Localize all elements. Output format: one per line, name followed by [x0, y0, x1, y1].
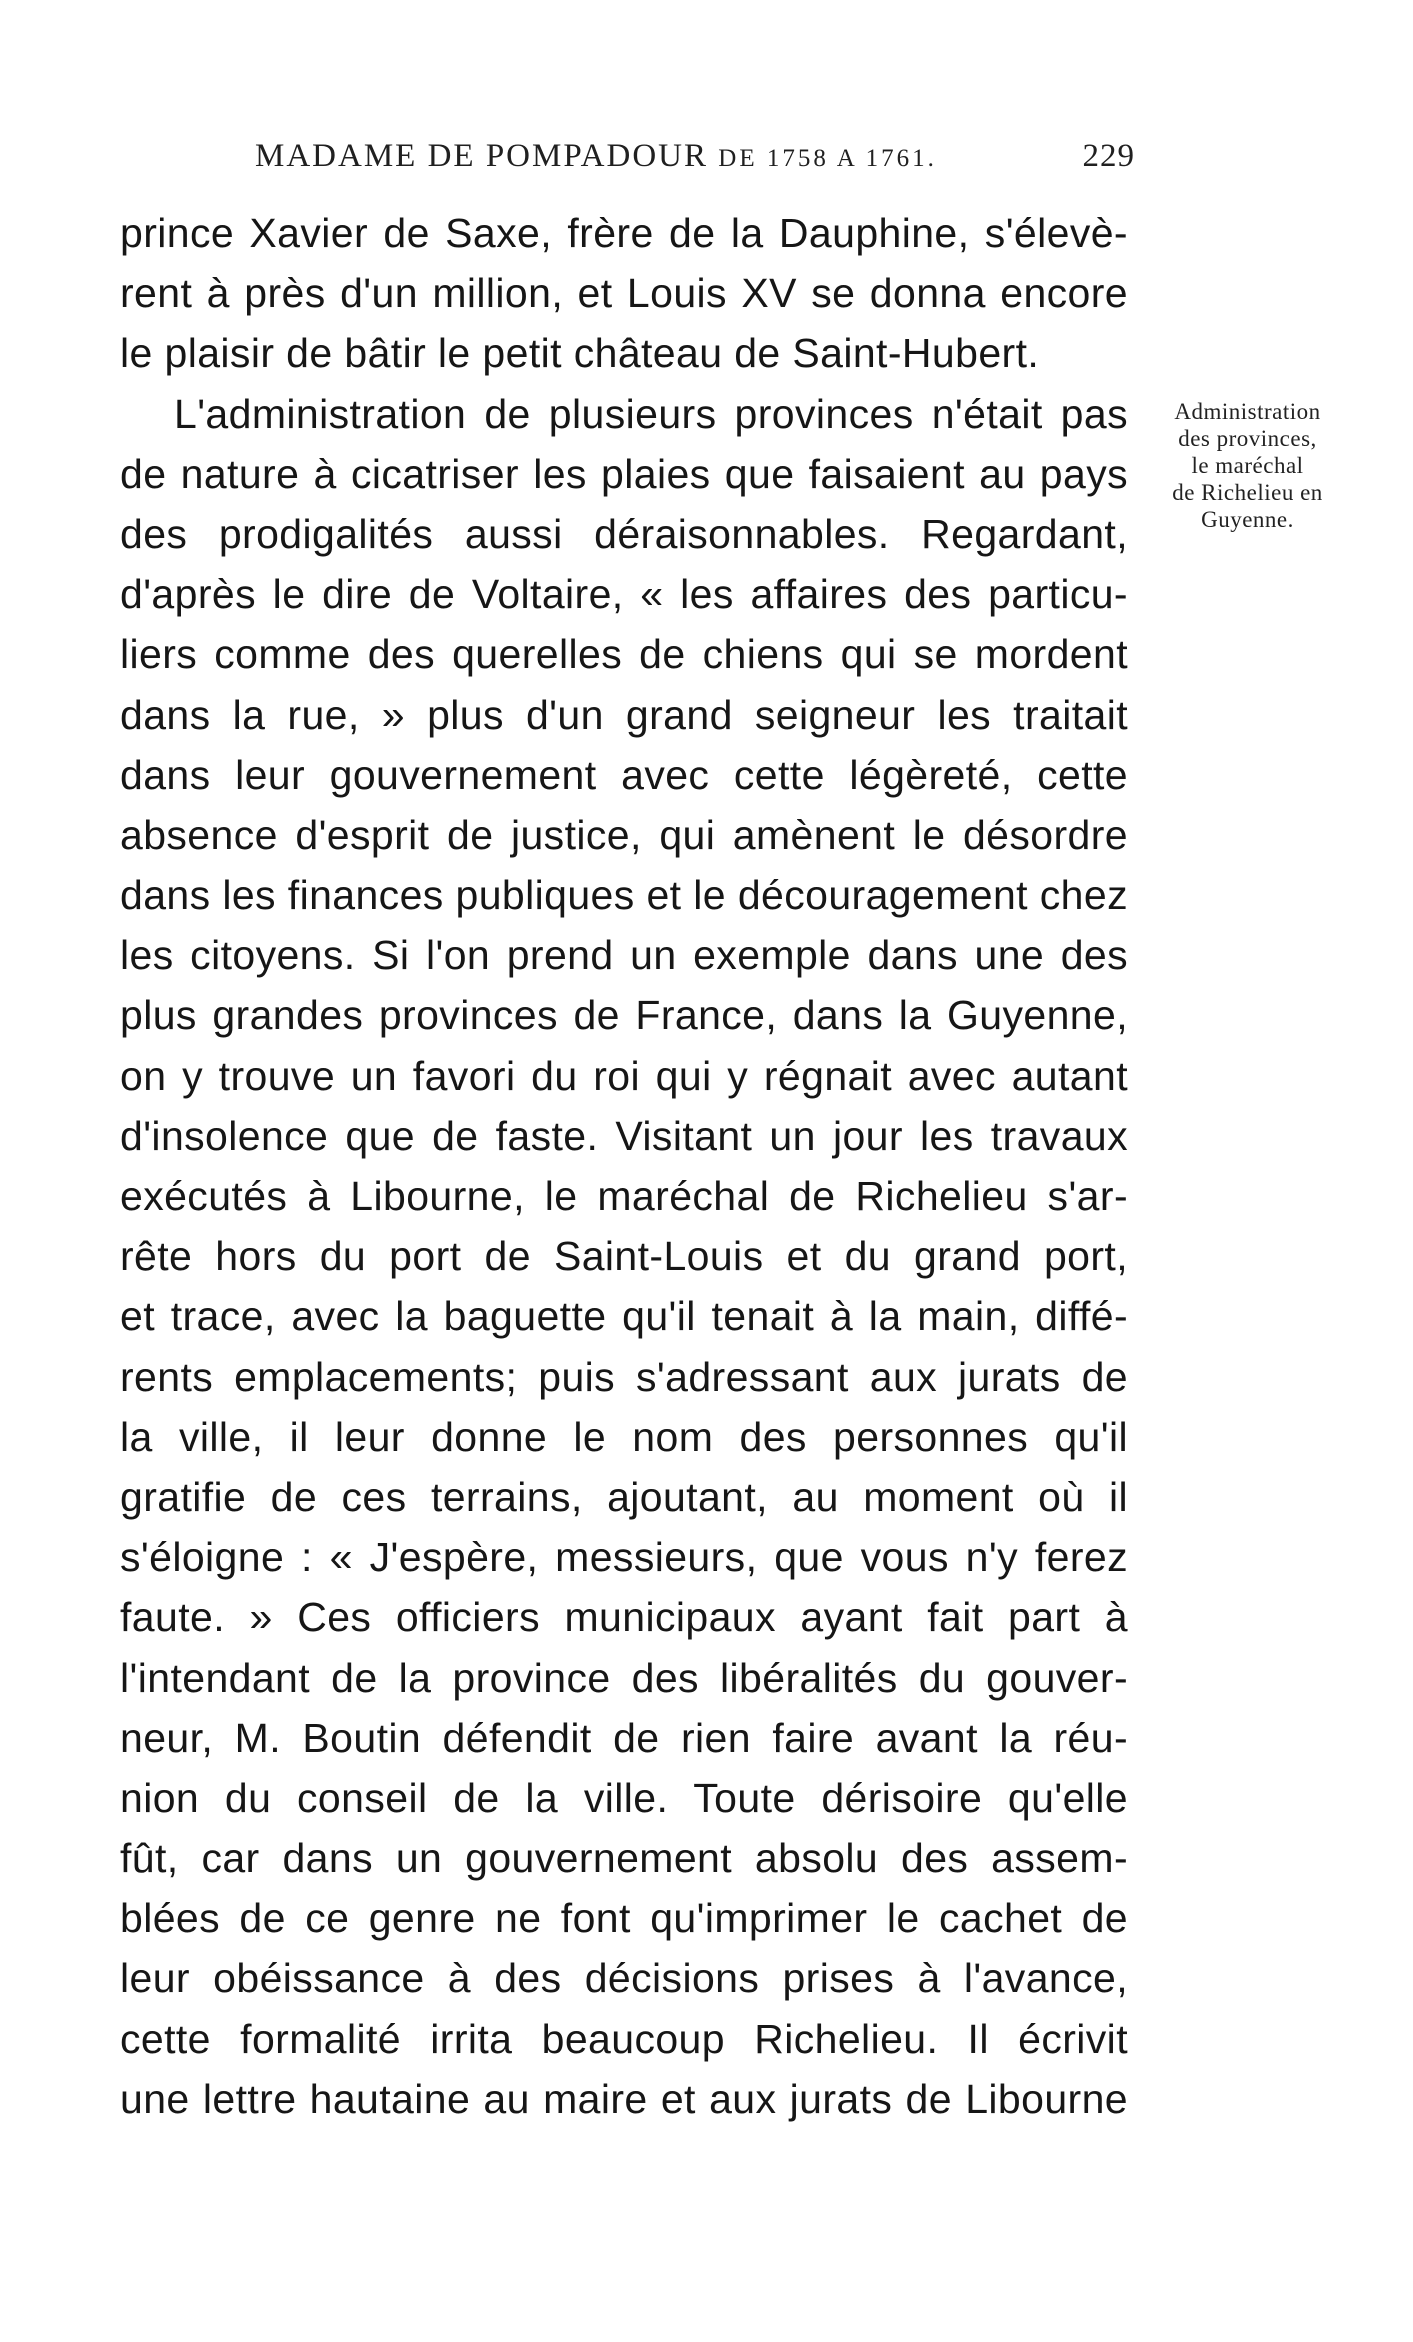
text-line: rent à près d'un million, et Louis XV se donna encore	[120, 270, 1128, 317]
text-line: de nature à cicatriser les plaies que faisaient au pays	[120, 450, 1128, 497]
text-line: rents emplacements; puis s'adressant aux jurats de	[120, 1353, 1128, 1400]
text-line: le plaisir de bâtir le petit château de Saint-Hubert.	[120, 330, 1040, 377]
text-line: dans les finances publiques et le découragement chez	[120, 872, 1128, 919]
text-line: d'après le dire de Voltaire, « les affaires des particu-	[120, 571, 1128, 618]
margin-note-line: des provinces,	[1178, 426, 1317, 451]
text-line: nion du conseil de la ville. Toute dérisoire qu'elle	[120, 1774, 1128, 1821]
text-line: plus grandes provinces de France, dans la Guyenne,	[120, 992, 1128, 1039]
text-line: s'éloigne : « J'espère, messieurs, que vous n'y ferez	[120, 1534, 1128, 1581]
text-line: des prodigalités aussi déraisonnables. Regardant,	[120, 510, 1128, 557]
running-head	[255, 138, 1135, 188]
text-line: leur obéissance à des décisions prises à l'avance,	[120, 1955, 1128, 2002]
text-line: et trace, avec la baguette qu'il tenait à la main, diffé-	[120, 1293, 1128, 1340]
margin-note-line: le maréchal	[1191, 453, 1304, 478]
text-line: fût, car dans un gouvernement absolu des assem-	[120, 1835, 1128, 1882]
margin-note	[1145, 398, 1350, 533]
margin-note-line: Administration	[1174, 399, 1321, 424]
text-line: l'intendant de la province des libéralités du gouver-	[120, 1654, 1128, 1701]
text-line: rête hors du port de Saint-Louis et du grand port,	[120, 1233, 1128, 1280]
text-line: les citoyens. Si l'on prend un exemple dans une des	[120, 932, 1128, 979]
text-line: neur, M. Boutin défendit de rien faire avant la réu-	[120, 1714, 1128, 1761]
text-line: une lettre hautaine au maire et aux jurats de Libourne	[120, 2075, 1128, 2122]
text-line: gratifie de ces terrains, ajoutant, au moment où il	[120, 1473, 1128, 1520]
running-title-dates: DE 1758 A 1761.	[718, 145, 937, 172]
text-line: dans la rue, » plus d'un grand seigneur les traitait	[120, 691, 1128, 738]
running-title	[255, 138, 937, 175]
text-line: d'insolence que de faste. Visitant un jour les travaux	[120, 1112, 1128, 1159]
margin-note-line: Guyenne.	[1201, 507, 1294, 532]
text-line: liers comme des querelles de chiens qui se mordent	[120, 631, 1128, 678]
text-line: exécutés à Libourne, le maréchal de Richelieu s'ar-	[120, 1173, 1128, 1219]
text-line: la ville, il leur donne le nom des personnes qu'il	[120, 1413, 1128, 1460]
text-line: cette formalité irrita beaucoup Richelieu. Il écrivit	[120, 2015, 1128, 2062]
running-title-text: MADAME DE POMPADOUR	[255, 138, 709, 174]
text-line: blées de ce genre ne font qu'imprimer le cachet de	[120, 1895, 1128, 1942]
text-line: on y trouve un favori du roi qui y régnait avec autant	[120, 1052, 1128, 1099]
text-line: prince Xavier de Saxe, frère de la Dauphine, s'élevè-	[120, 210, 1128, 256]
text-line: absence d'esprit de justice, qui amènent le désordre	[120, 811, 1128, 858]
margin-note-line: de Richelieu en	[1172, 480, 1323, 505]
paragraph-start-line: L'administration de plusieurs provinces n'était pas	[174, 390, 1128, 437]
body-text	[120, 203, 1128, 2129]
text-line: dans leur gouvernement avec cette légèreté, cette	[120, 751, 1128, 798]
text-line: faute. » Ces officiers municipaux ayant fait part à	[120, 1594, 1128, 1641]
page-number: 229	[1082, 138, 1135, 174]
